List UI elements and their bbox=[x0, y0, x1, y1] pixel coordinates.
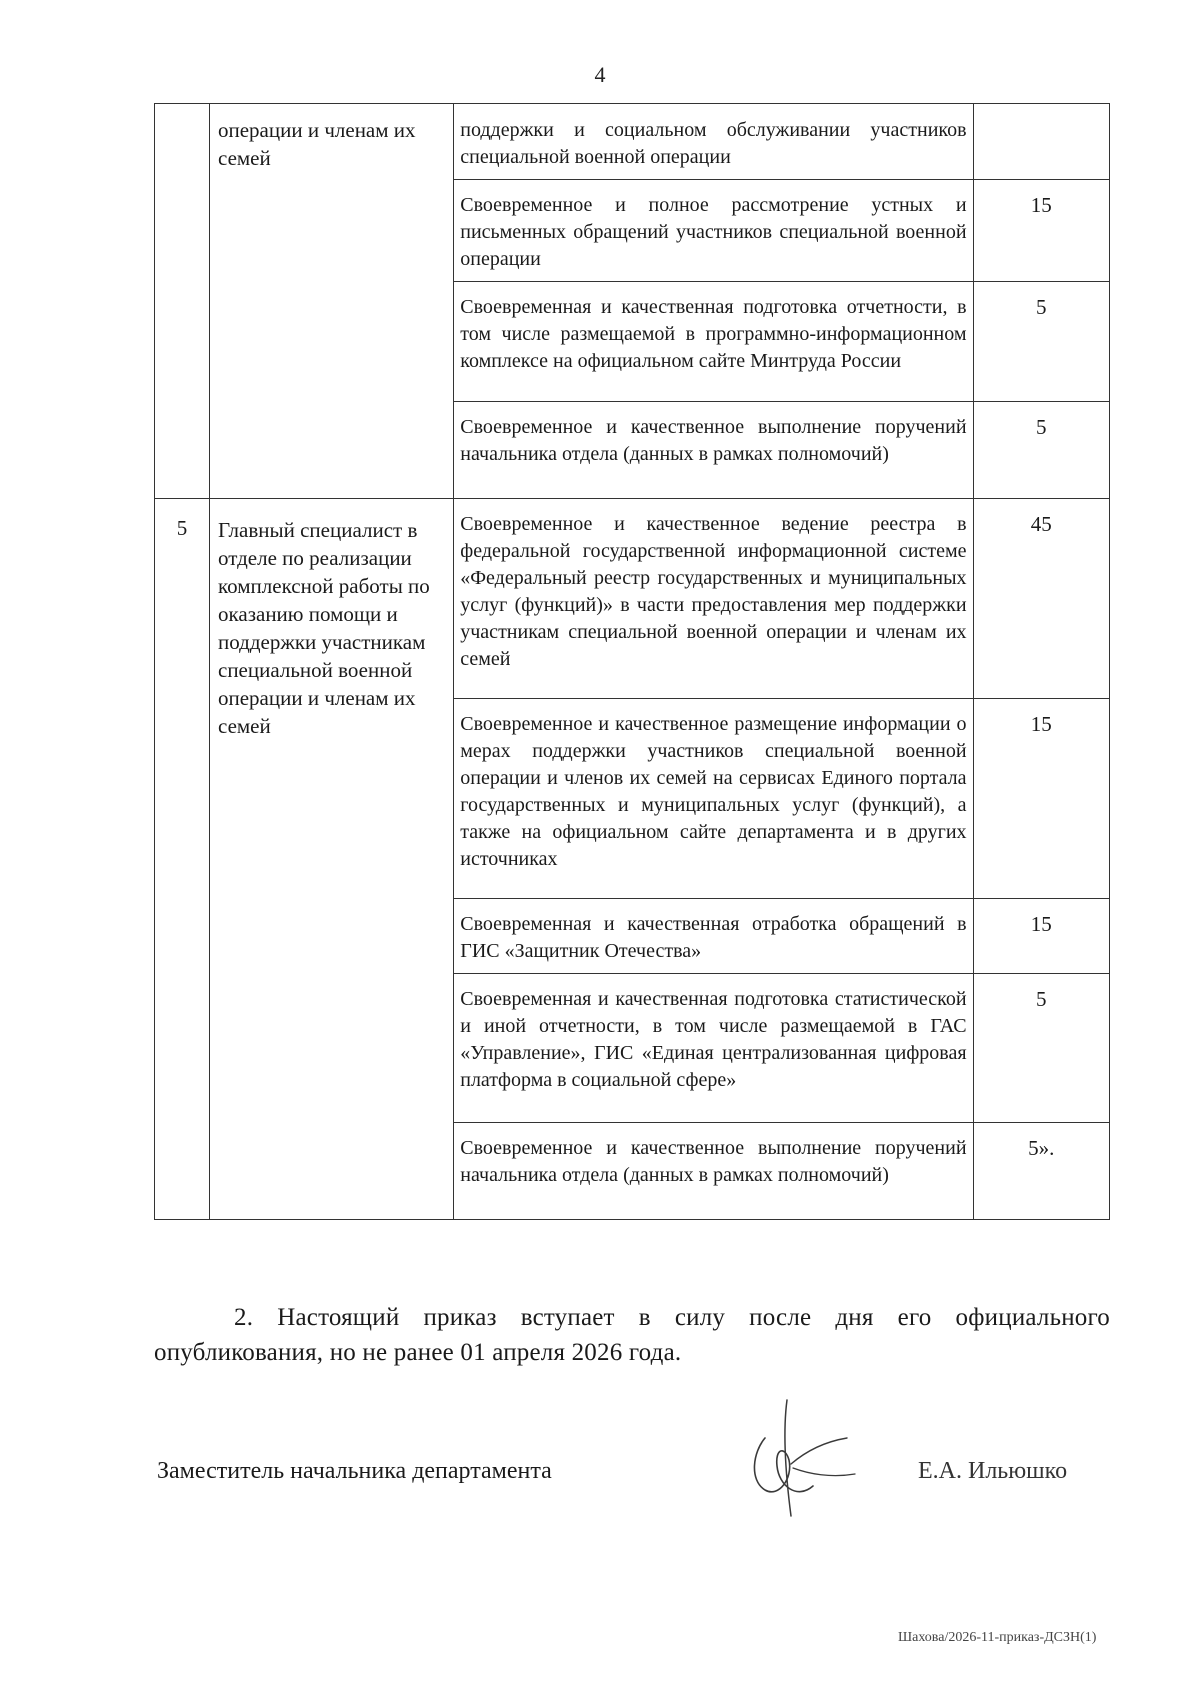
handwritten-signature bbox=[735, 1390, 860, 1520]
effective-date-clause: 2. Настоящий приказ вступает в силу после дня его официального опубликования, но не ранее 01 апреля 2026 года. bbox=[154, 1304, 1110, 1366]
criterion-cell: Своевременное и качественное размещение информации о мерах поддержки участников специальной военной операции и членов их семей на сервисах Единого портала государственных и муниципальных услуг (функций), а также на официальном сайте департамента и в других источниках bbox=[454, 699, 973, 899]
position-cell: операции и членам их семей bbox=[210, 104, 454, 499]
signatory-name: Е.А. Ильюшко bbox=[918, 1458, 1068, 1484]
criteria-table bbox=[154, 103, 1110, 1220]
score-cell: 15 bbox=[973, 899, 1109, 974]
score-cell bbox=[973, 104, 1109, 180]
score-cell: 5 bbox=[973, 282, 1109, 402]
criterion-cell: Своевременная и качественная подготовка отчетности, в том числе размещаемой в программно-информационном комплексе на официальном сайте Минтруда России bbox=[454, 282, 973, 402]
criterion-cell: поддержки и социальном обслуживании участников специальной военной операции bbox=[454, 104, 973, 180]
document-reference: Шахова/2026-11-приказ-ДСЗН(1) bbox=[898, 1630, 1097, 1645]
score-cell: 5». bbox=[973, 1123, 1109, 1220]
criterion-cell: Своевременное и качественное выполнение поручений начальника отдела (данных в рамках полномочий) bbox=[454, 402, 973, 499]
score-cell: 5 bbox=[973, 974, 1109, 1123]
score-cell: 5 bbox=[973, 402, 1109, 499]
row-number-cell: 5 bbox=[155, 499, 210, 1220]
criterion-cell: Своевременное и полное рассмотрение устных и письменных обращений участников специальной военной операции bbox=[454, 180, 973, 282]
table-row bbox=[155, 499, 1110, 699]
row-number-cell bbox=[155, 104, 210, 499]
criterion-cell: Своевременная и качественная отработка обращений в ГИС «Защитник Отечества» bbox=[454, 899, 973, 974]
position-cell: Главный специалист в отделе по реализации комплексной работы по оказанию помощи и поддержки участникам специальной военной операции и членам их семей bbox=[210, 499, 454, 1220]
page-number: 4 bbox=[594, 62, 606, 87]
signatory-title: Заместитель начальника департамента bbox=[157, 1458, 552, 1484]
criterion-cell: Своевременное и качественное ведение реестра в федеральной государственной информационной системе «Федеральный реестр государственных и муниципальных услуг (функций)» в части предоставления мер поддержки участникам специальной военной операции и членам их семей bbox=[454, 499, 973, 699]
table-row bbox=[155, 104, 1110, 180]
criterion-cell: Своевременная и качественная подготовка статистической и иной отчетности, в том числе размещаемой в ГАС «Управление», ГИС «Единая централизованная цифровая платформа в социальной сфере» bbox=[454, 974, 973, 1123]
criterion-cell: Своевременное и качественное выполнение поручений начальника отдела (данных в рамках полномочий) bbox=[454, 1123, 973, 1220]
score-cell: 15 bbox=[973, 180, 1109, 282]
score-cell: 45 bbox=[973, 499, 1109, 699]
score-cell: 15 bbox=[973, 699, 1109, 899]
